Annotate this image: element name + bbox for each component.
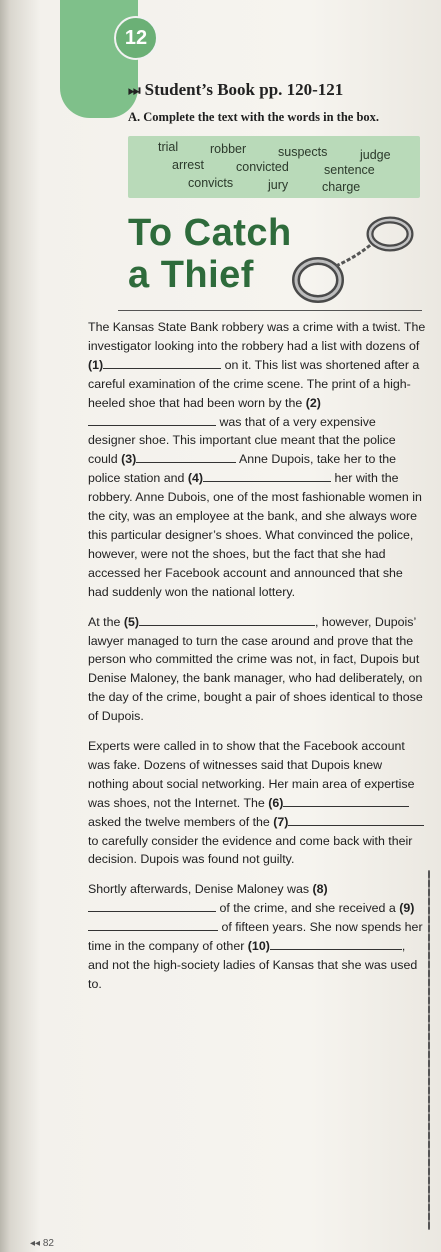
- gap-4-blank[interactable]: [203, 469, 331, 482]
- word: sentence: [324, 163, 375, 177]
- section-header: [128, 80, 343, 100]
- dotted-margin-line: [428, 870, 430, 1230]
- gap-number-4: (4): [187, 471, 204, 486]
- word: charge: [322, 180, 361, 194]
- gap-6-blank[interactable]: [283, 794, 409, 807]
- header-text: Student’s Book pp. 120-121: [144, 80, 344, 99]
- gap-3-blank[interactable]: [136, 450, 236, 463]
- gap-5-blank[interactable]: [139, 613, 315, 626]
- gap-9-blank[interactable]: [88, 918, 218, 931]
- paragraph-1: The Kansas State Bank robbery was a crime with a twist. The investigator looking into the robbery had a list with dozens of (1) on it. This list was shortened after a careful examination of the crime scene. The print of a high-heeled shoe that had been worn by the (2) was that of a very expensive designer shoe. This important clue meant that the police could (3) Anne Dupois, take her to the police station and (4) her with the robbery. Anne Dubois, one of the most fashionable women in the city, was an employee at the bank, and she always wore this particular designer’s shoes. What convinced the police, however, were not the shoes, but the fact that she had accessed her Facebook account and announced that she had suddenly won the national lottery.: [88, 320, 426, 599]
- word: arrest: [172, 158, 204, 172]
- fast-forward-icon: ⏭: [128, 84, 141, 99]
- gap-2-blank[interactable]: [88, 413, 216, 426]
- story-title: [128, 212, 292, 296]
- word: convicts: [188, 176, 234, 190]
- word: suspects: [278, 145, 328, 159]
- gap-1-blank[interactable]: [103, 356, 221, 369]
- word: jury: [268, 178, 289, 192]
- gap-number-7: (7): [273, 814, 289, 829]
- page-number: ◂◂ 82: [30, 1238, 54, 1249]
- title-line-1: To Catch: [128, 212, 292, 254]
- gap-number-3: (3): [121, 452, 137, 467]
- word: convicted: [236, 160, 289, 174]
- unit-number-badge: 12: [114, 16, 158, 60]
- gap-number-8: (8): [312, 882, 328, 897]
- title-line-2: a Thief: [128, 254, 254, 296]
- gap-number-2: (2): [305, 395, 321, 410]
- gap-8-blank[interactable]: [88, 899, 216, 912]
- title-divider: [118, 310, 422, 311]
- gap-number-9: (9): [399, 901, 415, 916]
- gap-number-6: (6): [268, 795, 284, 810]
- paragraph-3: Experts were called in to show that the Facebook account was fake. Dozens of witnesses said that Dupois knew nothing about social networking. Her main area of expertise was shoes, not the Internet. The (6) asked the twelve members of the (7) to carefully consider the evidence and come back with their decision. Dupois was found not guilty.: [88, 737, 426, 869]
- story-text: [88, 318, 426, 1005]
- gap-7-blank[interactable]: [288, 813, 424, 826]
- gap-10-blank[interactable]: [270, 937, 402, 950]
- handcuffs-icon: [288, 212, 418, 308]
- gap-number-1: (1): [88, 357, 104, 372]
- paragraph-4: Shortly afterwards, Denise Maloney was (8) of the crime, and she received a (9) of fifteen years. She now spends her time in the company of other (10) , and not the high-society ladies of Kansas that she was used to.: [88, 882, 423, 991]
- word: judge: [360, 148, 391, 162]
- word-box: [128, 136, 420, 198]
- gap-number-10: (10): [247, 939, 270, 954]
- gap-number-5: (5): [123, 614, 139, 629]
- word: trial: [158, 140, 179, 154]
- word: robber: [210, 142, 247, 156]
- paragraph-2: At the (5) , however, Dupois’ lawyer managed to turn the case around and prove that the person who committed the crime was not, in fact, Dupois but Denise Maloney, the bank manager, who had deliberately, on the day of the crime, bought a pair of shoes identical to those of Dupois.: [88, 614, 423, 724]
- unit-tab-stem: [88, 56, 106, 116]
- exercise-instruction: A. Complete the text with the words in the box.: [128, 110, 380, 124]
